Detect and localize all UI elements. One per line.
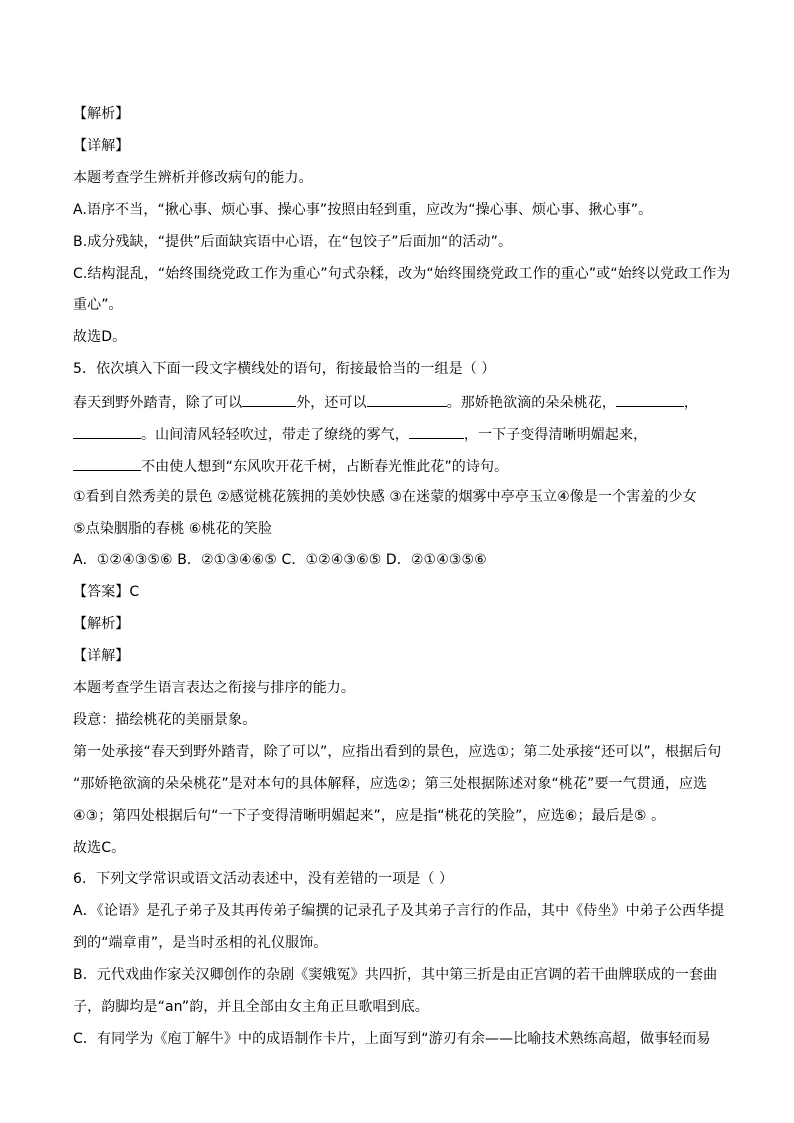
section-heading-detail: 【详解】 — [73, 648, 130, 664]
text-line: 子，韵脚均是“an”韵，并且全部由女主角正旦歌唱到底。 — [73, 999, 429, 1015]
text-line: “那娇艳欲滴的朵朵桃花”是对本句的具体解释，应选②；第三处根据陈述对象“桃花”要一气贯通，应选 — [73, 776, 708, 792]
question-5-stem: 5．依次填入下面一段文字横线处的语句，衔接最恰当的一组是（ ） — [73, 361, 496, 377]
blank-line — [367, 391, 447, 407]
blank-line — [409, 423, 464, 439]
sentence-options-line: ①看到自然秀美的景色 ②感觉桃花簇拥的美妙快感 ③在迷蒙的烟雾中亭亭玉立④像是一个害羞的少女 — [73, 489, 697, 505]
option-c-explanation: C.结构混乱，“始终围绕党政工作为重心”句式杂糅，改为“始终围绕党政工作的重心”或“始终以党政工作为 — [73, 266, 731, 282]
blank-line — [73, 423, 141, 439]
option-c-text: C．有同学为《庖丁解牛》中的成语制作卡片，上面写到“游刃有余——比喻技术熟练高超，做事轻而易 — [73, 1031, 711, 1047]
passage-text: 外，还可以 — [296, 395, 367, 411]
passage-text: 春天到野外踏青，除了可以 — [73, 395, 243, 411]
option-b-explanation: B.成分残缺，“提供”后面缺宾语中心语，在“包饺子”后面加“的活动”。 — [73, 234, 513, 250]
option-b-text: B．元代戏曲作家关汉卿创作的杂剧《窦娥冤》共四折，其中第三折是由正宫调的若干曲牌联成的一套曲 — [73, 967, 718, 983]
answer-choices: A．①②④③⑤⑥ B．②①③④⑥⑤ C．①②④③⑥⑤ D．②①④③⑤⑥ — [73, 552, 487, 568]
text-line: ④③；第四处根据后句“一下子变得清晰明媚起来”，应是指“桃花的笑脸”，应选⑥；最后是⑤ 。 — [73, 808, 666, 824]
passage-line-3 — [73, 455, 508, 477]
passage-text: ， — [683, 395, 699, 411]
text-line: 到的“端章甫”，是当时丞相的礼仪服饰。 — [73, 935, 328, 951]
passage-text: 。那娇艳欲滴的朵朵桃花， — [446, 395, 616, 411]
blank-line — [616, 391, 684, 407]
passage-line-1 — [73, 391, 698, 413]
option-a-explanation: A.语序不当，“揪心事、烦心事、操心事”按照由轻到重，应改为“操心事、烦心事、揪心事”。 — [73, 202, 653, 218]
text-line: 本题考查学生语言表达之衔接与排序的能力。 — [73, 680, 355, 696]
option-a-text: A．《论语》是孔子弟子及其再传弟子编撰的记录孔子及其弟子言行的作品，其中《侍坐》中弟子公西华提 — [73, 903, 725, 919]
text-line: 重心”。 — [73, 297, 123, 313]
section-heading-analysis: 【解析】 — [73, 616, 130, 632]
answer-choice-line: 故选D。 — [73, 329, 127, 345]
passage-text: 。山间清风轻轻吹过，带走了缭绕的雾气， — [141, 427, 409, 443]
blank-line — [242, 391, 296, 407]
text-line: 本题考查学生辨析并修改病句的能力。 — [73, 170, 313, 186]
text-line: 第一处承接“春天到野外踏青，除了可以”，应指出看到的景色，应选①；第二处承接“还可以”，根据后句 — [73, 744, 722, 760]
passage-line-2 — [73, 423, 647, 445]
blank-line — [73, 455, 141, 471]
passage-text: 不由使人想到“东风吹开花千树，占断春光惟此花”的诗句。 — [141, 459, 509, 475]
answer-choice-line: 故选C。 — [73, 840, 126, 856]
passage-text: ，一下子变得清晰明媚起来， — [463, 427, 648, 443]
question-6-stem: 6．下列文学常识或语文活动表述中，没有差错的一项是（ ） — [73, 871, 454, 887]
sentence-options-line: ⑤点染胭脂的春桃 ⑥桃花的笑脸 — [73, 521, 273, 537]
answer-line: 【答案】C — [73, 584, 140, 600]
text-line: 段意：描绘桃花的美丽景象。 — [73, 712, 257, 728]
section-heading-analysis: 【解析】 — [73, 106, 130, 122]
section-heading-detail: 【详解】 — [73, 138, 130, 154]
